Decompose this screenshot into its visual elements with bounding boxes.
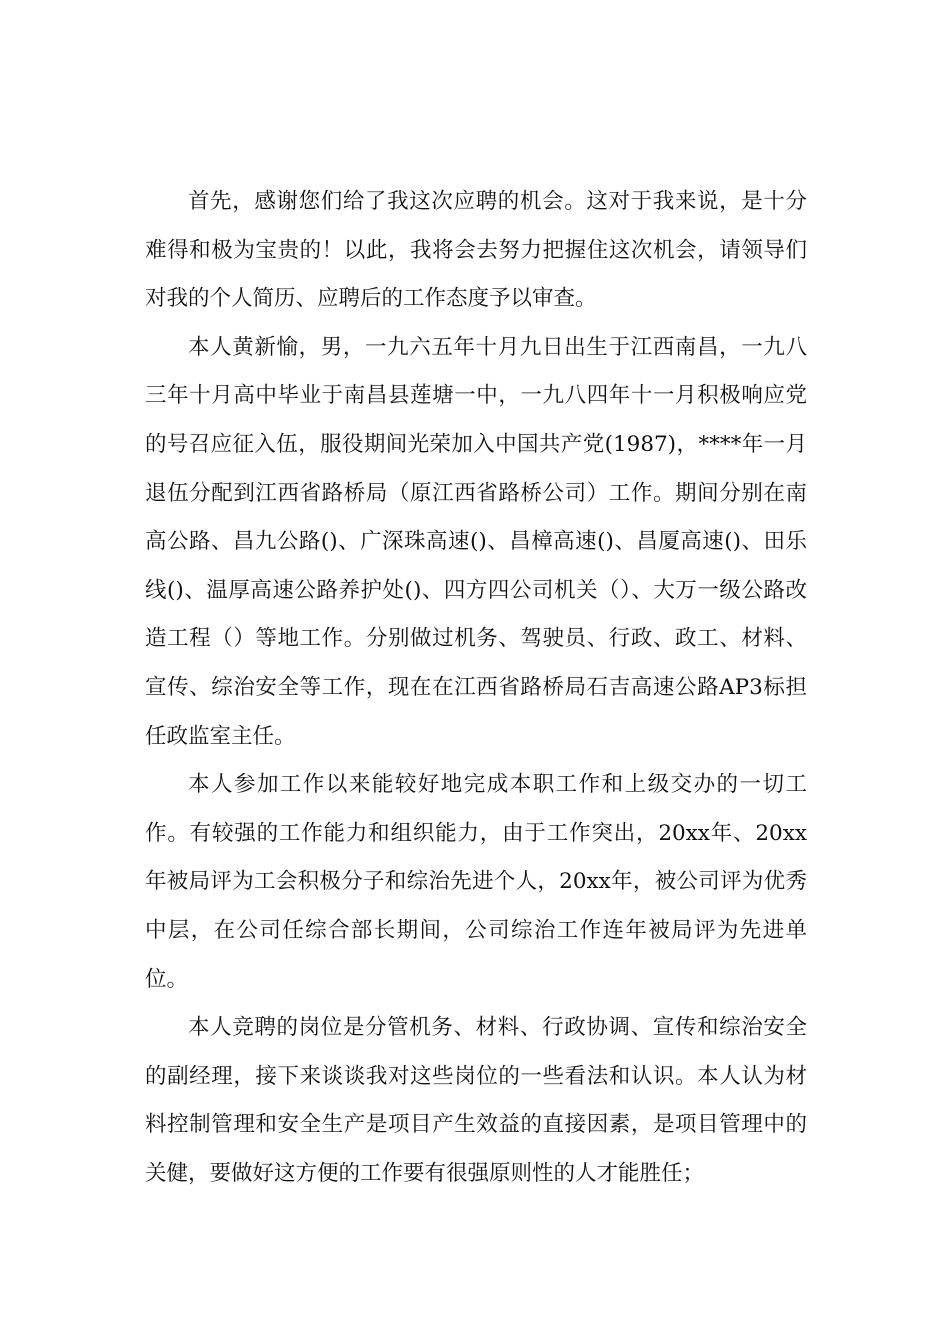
paragraph-achievements: 本人参加工作以来能较好地完成本职工作和上级交办的一切工作。有较强的工作能力和组织能力，由于工作突出，20xx年、20xx年被局评为工会积极分子和综治先进个人，20xx年，被公司评为优秀中层，在公司任综合部长期间，公司综治工作连年被局评为先进单位。 bbox=[145, 772, 807, 992]
paragraph-background: 本人黄新愉，男，一九六五年十月九日出生于江西南昌，一九八三年十月高中毕业于南昌县莲塘一中，一九八四年十一月积极响应党的号召应征入伍，服役期间光荣加入中国共产党(1987)，****年一月退伍分配到江西省路桥局（原江西省路桥公司）工作。期间分别在南高公路、昌九公路()、广深珠高速()、昌樟高速()、昌厦高速()、田乐线()、温厚高速公路养护处()、四方四公司机关（）、大万一级公路改造工程（）等地工作。分别做过机务、驾驶员、行政、政工、材料、宣传、综治安全等工作，现在在江西省路桥局石吉高速公路AP3标担任政监室主任。 bbox=[145, 334, 807, 749]
paragraph-thanks: 首先，感谢您们给了我这次应聘的机会。这对于我来说，是十分难得和极为宝贵的！以此，我将会去努力把握住这次机会，请领导们对我的个人简历、应聘后的工作态度予以审查。 bbox=[145, 189, 807, 312]
document-body bbox=[145, 178, 807, 1198]
paragraph-position: 本人竞聘的岗位是分管机务、材料、行政协调、宣传和综治安全的副经理，接下来谈谈我对这些岗位的一些看法和认识。本人认为材料控制管理和安全生产是项目产生效益的直接因素，是项目管理中的关健，要做好这方便的工作要有很强原则性的人才能胜任； bbox=[145, 1015, 807, 1186]
